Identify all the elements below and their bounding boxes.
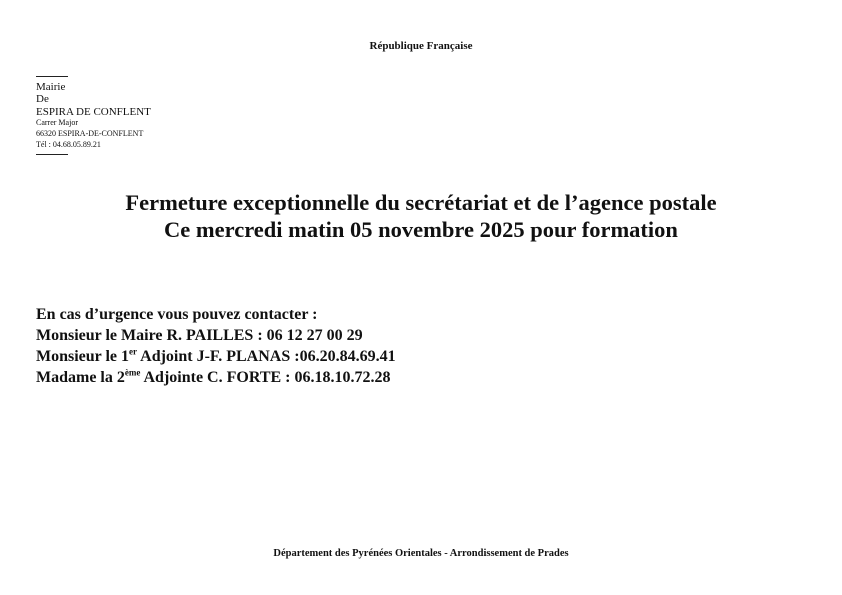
contact-line-second-deputy bbox=[36, 367, 636, 388]
contacts-intro: En cas d’urgence vous pouvez contacter : bbox=[36, 306, 318, 323]
top-divider bbox=[36, 76, 68, 77]
contact-second-deputy-suffix: Adjointe C. FORTE : 06.18.10.72.28 bbox=[140, 369, 391, 387]
notice-title-line-2: Ce mercredi matin 05 novembre 2025 pour formation bbox=[164, 216, 678, 242]
contact-first-deputy-ordinal: er bbox=[129, 346, 138, 357]
contact-first-deputy-suffix: Adjoint J-F. PLANAS :06.20.84.69.41 bbox=[137, 348, 396, 366]
mairie-commune-name: ESPIRA DE CONFLENT bbox=[36, 105, 151, 118]
contact-line-first-deputy bbox=[36, 346, 636, 367]
mairie-street: Carrer Major bbox=[36, 117, 78, 127]
mairie-city: 66320 ESPIRA-DE-CONFLENT bbox=[36, 128, 144, 138]
notice-title-line-1: Fermeture exceptionnelle du secrétariat et de l’agence postale bbox=[125, 190, 717, 215]
mairie-address-block bbox=[36, 72, 216, 159]
bottom-divider bbox=[36, 154, 68, 155]
contact-first-deputy-prefix: Monsieur le 1 bbox=[36, 348, 130, 366]
mairie-line-2: De bbox=[36, 93, 49, 106]
contact-mayor-text: Monsieur le Maire R. PAILLES : 06 12 27 00 29 bbox=[36, 327, 363, 345]
republic-header: République Française bbox=[369, 40, 473, 52]
contact-line-mayor bbox=[36, 325, 636, 346]
contact-second-deputy-prefix: Madame la 2 bbox=[36, 369, 125, 387]
emergency-contacts bbox=[36, 304, 636, 388]
mairie-phone: Tél : 04.68.05.89.21 bbox=[36, 139, 101, 149]
notice-title bbox=[0, 190, 842, 243]
mairie-line-1: Mairie bbox=[36, 81, 66, 93]
footer-department: Département des Pyrénées Orientales - Arrondissement de Prades bbox=[273, 548, 569, 559]
contact-second-deputy-ordinal: ème bbox=[124, 368, 141, 378]
